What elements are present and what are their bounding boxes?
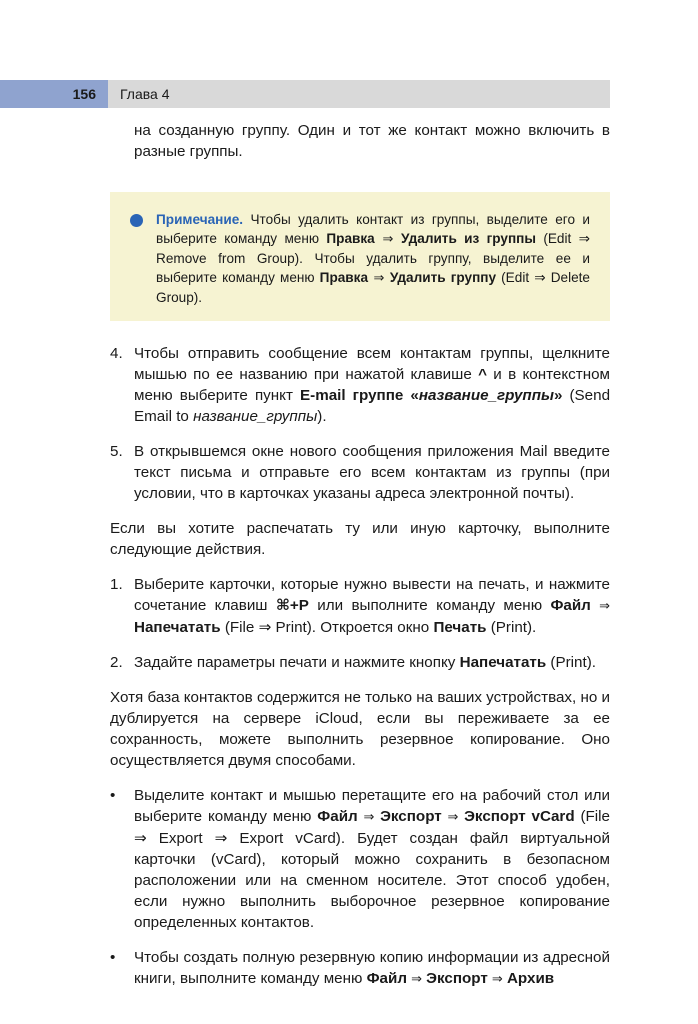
note-text: Примечание. Чтобы удалить контакт из группы, выделите его и выберите команду меню Правка ⇒ Удалить из группы (Edit ⇒ Remove from Group). Чтобы удалить группу, выделите ее и выберите команду меню Правка ⇒ Удалить группу (Edit ⇒ Delete Group). xyxy=(156,212,590,305)
paragraph: Если вы хотите распечатать ту или иную карточку, выполните следующие действия. xyxy=(110,520,610,558)
intro-paragraph: на созданную группу. Один и тот же контакт можно включить в разные группы. xyxy=(134,122,610,160)
page-body xyxy=(110,120,610,1004)
list-marker: 5. xyxy=(110,443,123,460)
list-item: 1. Выберите карточки, которые нужно вывести на печать, и нажмите сочетание клавиш ⌘+P или выполните команду меню Файл ⇒ Напечатать (File ⇒ Print). Откроется окно Печать (Print). xyxy=(110,576,610,636)
bullet-item: • Выделите контакт и мышью перетащите его на рабочий стол или выберите команду меню Файл ⇒ Экспорт ⇒ Экспорт vCard (File ⇒ Export ⇒ Export vCard). Будет создан файл виртуальной карточки (vCard), который можно сохранить в безопасном расположении или на сменном носителе. Этот способ удобен, если нужно выполнить выборочное резервное копирование определенных контактов. xyxy=(110,787,610,931)
list-marker: 1. xyxy=(110,576,123,593)
list-item: 5. В открывшемся окне нового сообщения приложения Mail введите текст письма и отправьте его всем контактам из группы (при условии, что в карточках указаны адреса электронной почты). xyxy=(110,443,610,502)
list-marker: 4. xyxy=(110,345,123,362)
list-item: 4. Чтобы отправить сообщение всем контактам группы, щелкните мышью по ее названию при нажатой клавише ^ и в контекстном меню выберите пункт E-mail группе «название_группы» (Send Email to название_группы). xyxy=(110,345,611,425)
ctrl-key-icon: ^ xyxy=(478,366,487,383)
note-box xyxy=(110,192,610,321)
cmd-key-icon: ⌘+P xyxy=(275,597,309,614)
paragraph: Хотя база контактов содержится не только на ваших устройствах, но и дублируется на сервере iCloud, если вы переживаете за ее сохранность, можете выполнить резервное копирование. Оно осуществляется двумя способами. xyxy=(110,689,610,769)
bullet-icon: • xyxy=(110,949,116,966)
running-header xyxy=(0,80,610,108)
chapter-title: Глава 4 xyxy=(108,80,610,108)
list-item: 2. Задайте параметры печати и нажмите кнопку Напечатать (Print). xyxy=(110,654,596,671)
page-number: 156 xyxy=(0,80,108,108)
note-bullet-icon xyxy=(130,214,143,227)
list-marker: 2. xyxy=(110,654,123,671)
bullet-icon: • xyxy=(110,787,116,804)
bullet-item: • Чтобы создать полную резервную копию информации из адресной книги, выполните команду меню Файл ⇒ Экспорт ⇒ Архив xyxy=(110,949,610,987)
note-label: Примечание. xyxy=(156,212,244,227)
